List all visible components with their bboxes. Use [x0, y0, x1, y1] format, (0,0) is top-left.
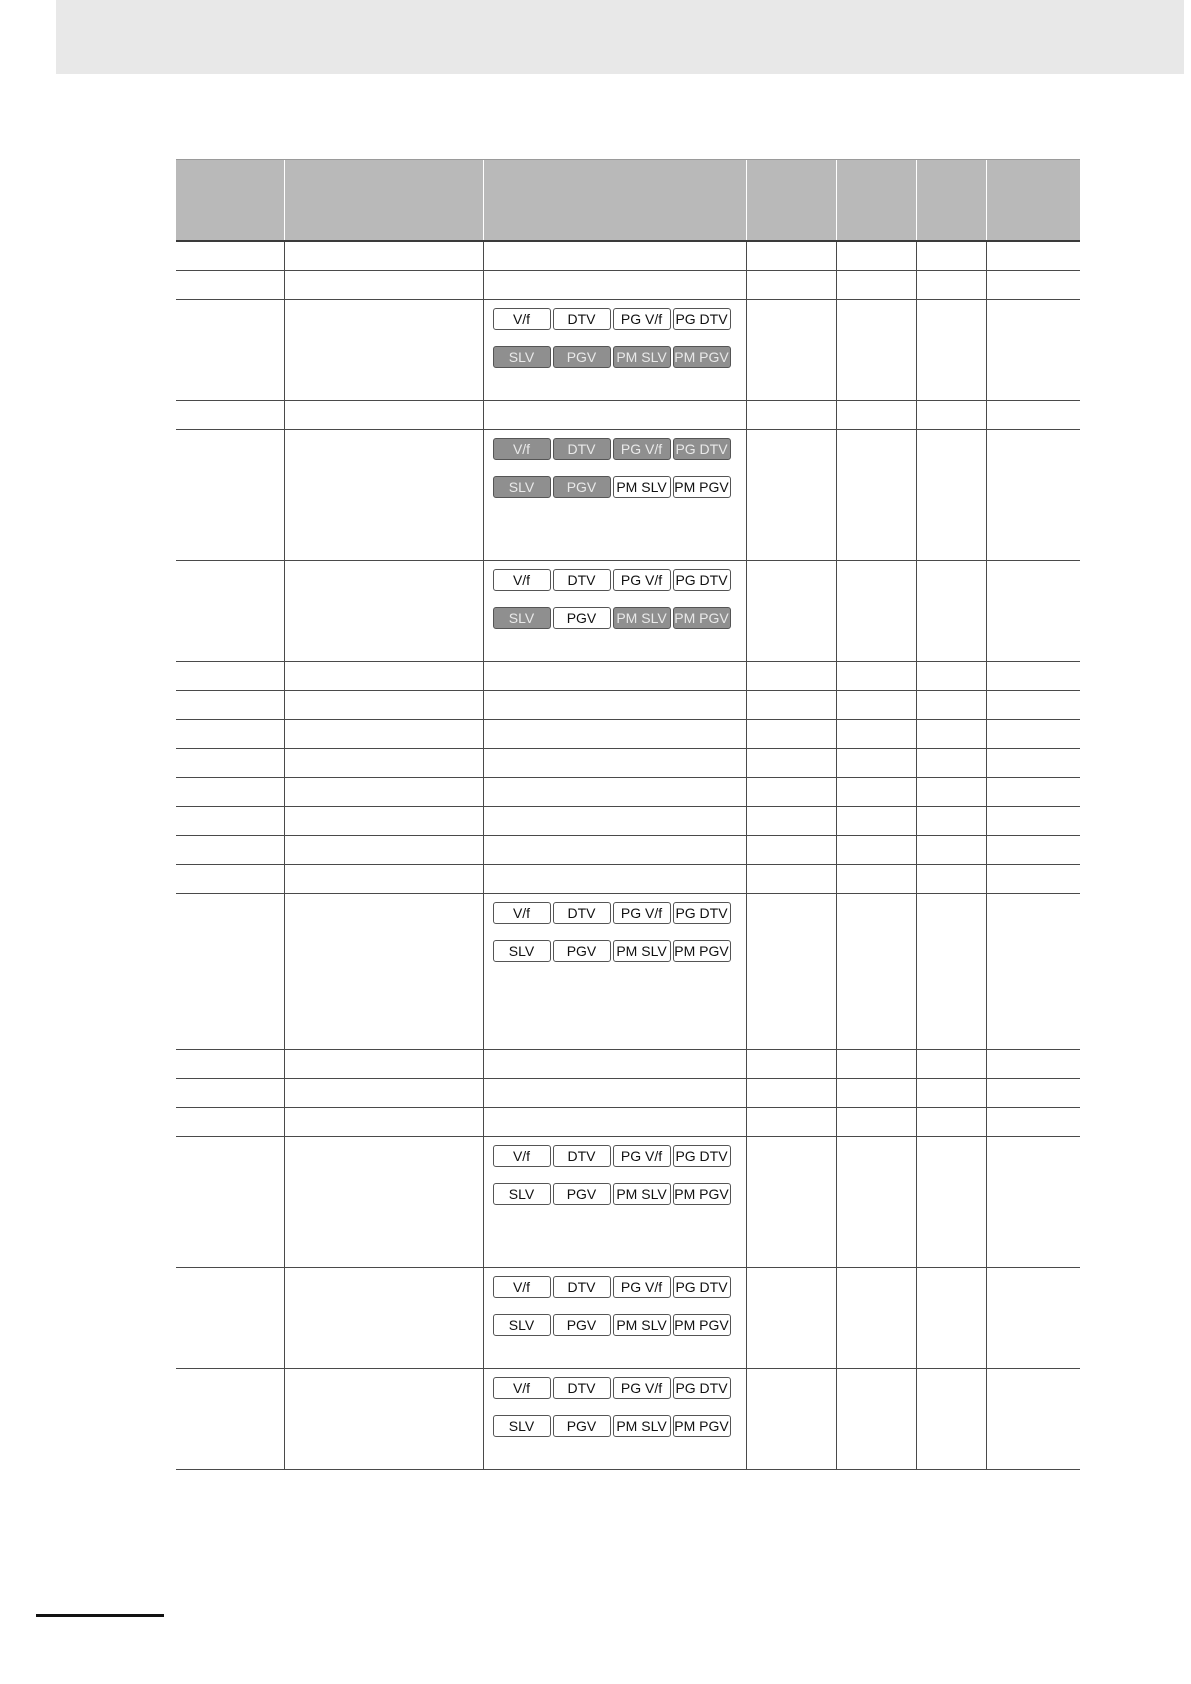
- control-mode-badge: V/f: [493, 569, 551, 591]
- control-mode-badge: DTV: [553, 1276, 611, 1298]
- table-cell: [836, 300, 916, 401]
- table-cell: [746, 1268, 836, 1369]
- table-cell: [916, 1369, 986, 1470]
- table-cell: [986, 300, 1080, 401]
- table-cell: [986, 894, 1080, 1050]
- header-cell: [986, 160, 1080, 242]
- control-mode-badge: PM PGV: [673, 607, 731, 629]
- table-cell: [284, 561, 483, 662]
- table-cell: [986, 401, 1080, 430]
- control-mode-badges: [493, 1276, 733, 1336]
- parameter-table: [176, 159, 1080, 1470]
- table-cell: [284, 749, 483, 778]
- table-cell: [483, 662, 746, 691]
- table-cell: [483, 894, 746, 1050]
- table-cell: [836, 1050, 916, 1079]
- table-cell: [986, 749, 1080, 778]
- table-row: [176, 401, 1080, 430]
- table-cell: [916, 836, 986, 865]
- control-mode-badges: [493, 1377, 733, 1437]
- table-row: [176, 1137, 1080, 1268]
- table-cell: [836, 1108, 916, 1137]
- table-cell: [986, 807, 1080, 836]
- table-cell: [284, 836, 483, 865]
- control-mode-badge: PG DTV: [673, 902, 731, 924]
- control-mode-badge: PG DTV: [673, 1377, 731, 1399]
- control-mode-badge: PG V/f: [613, 902, 671, 924]
- table-cell: [483, 778, 746, 807]
- table-cell: [176, 271, 284, 300]
- table-cell: [916, 401, 986, 430]
- control-mode-badge: PG DTV: [673, 569, 731, 591]
- table-cell: [176, 241, 284, 271]
- table-cell: [746, 271, 836, 300]
- table-cell: [176, 836, 284, 865]
- control-mode-badge: PG V/f: [613, 438, 671, 460]
- table-header-row: [176, 160, 1080, 242]
- table-cell: [916, 430, 986, 561]
- table-cell: [176, 662, 284, 691]
- table-cell: [986, 662, 1080, 691]
- table-cell: [836, 691, 916, 720]
- table-cell: [284, 401, 483, 430]
- table-cell: [483, 1369, 746, 1470]
- table-row: [176, 691, 1080, 720]
- table-row: [176, 271, 1080, 300]
- table-cell: [916, 561, 986, 662]
- table-cell: [176, 894, 284, 1050]
- control-mode-badge: PG V/f: [613, 1276, 671, 1298]
- table-cell: [916, 1137, 986, 1268]
- table-cell: [176, 691, 284, 720]
- table-cell: [836, 720, 916, 749]
- control-mode-badge: PGV: [553, 940, 611, 962]
- control-mode-badge: PG DTV: [673, 1276, 731, 1298]
- control-mode-badge: DTV: [553, 1377, 611, 1399]
- table-cell: [284, 1079, 483, 1108]
- table-cell: [483, 749, 746, 778]
- table-cell: [483, 1268, 746, 1369]
- table-cell: [986, 561, 1080, 662]
- control-mode-badge: V/f: [493, 1276, 551, 1298]
- control-mode-badges: [493, 902, 733, 962]
- table-cell: [746, 894, 836, 1050]
- table-cell: [836, 1137, 916, 1268]
- table-cell: [284, 807, 483, 836]
- control-mode-badge: PM SLV: [613, 346, 671, 368]
- table-cell: [483, 300, 746, 401]
- control-mode-badge: PG V/f: [613, 569, 671, 591]
- table-cell: [986, 865, 1080, 894]
- table-cell: [176, 1108, 284, 1137]
- table-cell: [916, 662, 986, 691]
- table-row: [176, 300, 1080, 401]
- control-mode-badge: PG DTV: [673, 438, 731, 460]
- header-cell: [284, 160, 483, 242]
- table-row: [176, 1108, 1080, 1137]
- control-mode-line: [493, 607, 733, 629]
- table-row: [176, 1079, 1080, 1108]
- table-cell: [986, 778, 1080, 807]
- table-cell: [836, 241, 916, 271]
- table-row: [176, 662, 1080, 691]
- control-mode-line: [493, 1314, 733, 1336]
- control-mode-badge: PM PGV: [673, 346, 731, 368]
- table-cell: [986, 1050, 1080, 1079]
- table-cell: [986, 1369, 1080, 1470]
- control-mode-badge: PM PGV: [673, 1415, 731, 1437]
- control-mode-badge: PGV: [553, 346, 611, 368]
- table-cell: [176, 1369, 284, 1470]
- table-cell: [483, 1050, 746, 1079]
- control-mode-badge: PM PGV: [673, 940, 731, 962]
- table-row: [176, 1050, 1080, 1079]
- table-cell: [483, 807, 746, 836]
- table-row: [176, 430, 1080, 561]
- table-cell: [986, 1108, 1080, 1137]
- table-cell: [986, 271, 1080, 300]
- table-cell: [483, 401, 746, 430]
- table-cell: [836, 430, 916, 561]
- control-mode-badges: [493, 308, 733, 368]
- table-cell: [916, 241, 986, 271]
- table-cell: [284, 720, 483, 749]
- control-mode-badge: PM SLV: [613, 1314, 671, 1336]
- table-cell: [916, 1050, 986, 1079]
- control-mode-line: [493, 476, 733, 498]
- table-body: [176, 241, 1080, 1470]
- table-cell: [746, 778, 836, 807]
- control-mode-badge: SLV: [493, 940, 551, 962]
- table-cell: [916, 691, 986, 720]
- table-cell: [483, 1079, 746, 1108]
- table-row: [176, 241, 1080, 271]
- table-cell: [836, 1369, 916, 1470]
- table-cell: [916, 778, 986, 807]
- table-cell: [916, 271, 986, 300]
- control-mode-badge: V/f: [493, 308, 551, 330]
- control-mode-badge: SLV: [493, 476, 551, 498]
- control-mode-line: [493, 1276, 733, 1298]
- control-mode-badge: PM SLV: [613, 940, 671, 962]
- table-cell: [746, 1079, 836, 1108]
- header-cell: [746, 160, 836, 242]
- table-cell: [483, 241, 746, 271]
- table-cell: [176, 401, 284, 430]
- table-cell: [284, 894, 483, 1050]
- table-row: [176, 720, 1080, 749]
- control-mode-badge: DTV: [553, 1145, 611, 1167]
- control-mode-line: [493, 308, 733, 330]
- table-cell: [284, 1369, 483, 1470]
- table-cell: [284, 1108, 483, 1137]
- control-mode-line: [493, 569, 733, 591]
- table-cell: [483, 1137, 746, 1268]
- control-mode-badge: DTV: [553, 569, 611, 591]
- control-mode-badge: PG V/f: [613, 1145, 671, 1167]
- table-cell: [746, 807, 836, 836]
- table-cell: [176, 778, 284, 807]
- table-cell: [986, 1137, 1080, 1268]
- table-cell: [746, 865, 836, 894]
- table-cell: [284, 1268, 483, 1369]
- table-cell: [176, 1268, 284, 1369]
- control-mode-badge: PM PGV: [673, 1314, 731, 1336]
- control-mode-line: [493, 1145, 733, 1167]
- table-cell: [176, 430, 284, 561]
- control-mode-line: [493, 346, 733, 368]
- table-cell: [176, 561, 284, 662]
- table-cell: [916, 807, 986, 836]
- table-cell: [284, 241, 483, 271]
- control-mode-line: [493, 902, 733, 924]
- control-mode-badge: PG DTV: [673, 1145, 731, 1167]
- control-mode-line: [493, 940, 733, 962]
- table-cell: [986, 241, 1080, 271]
- table-cell: [746, 241, 836, 271]
- table-row: [176, 807, 1080, 836]
- control-mode-badge: V/f: [493, 902, 551, 924]
- header-cell: [836, 160, 916, 242]
- table-cell: [836, 271, 916, 300]
- table-row: [176, 1369, 1080, 1470]
- table-cell: [746, 1369, 836, 1470]
- control-mode-badge: SLV: [493, 1183, 551, 1205]
- table-cell: [176, 807, 284, 836]
- table-cell: [176, 720, 284, 749]
- table-cell: [284, 300, 483, 401]
- table-cell: [284, 1137, 483, 1268]
- table-cell: [836, 865, 916, 894]
- footer-rule: [36, 1614, 164, 1617]
- header-cell: [483, 160, 746, 242]
- table-cell: [483, 1108, 746, 1137]
- table-cell: [483, 865, 746, 894]
- control-mode-badges: [493, 438, 733, 498]
- table-cell: [483, 561, 746, 662]
- control-mode-badge: PGV: [553, 1183, 611, 1205]
- control-mode-badge: DTV: [553, 308, 611, 330]
- control-mode-badge: V/f: [493, 1145, 551, 1167]
- control-mode-badge: PG V/f: [613, 1377, 671, 1399]
- control-mode-badge: PM PGV: [673, 1183, 731, 1205]
- table-cell: [284, 1050, 483, 1079]
- table-cell: [986, 1079, 1080, 1108]
- table-cell: [284, 662, 483, 691]
- table-cell: [916, 720, 986, 749]
- table-cell: [483, 720, 746, 749]
- table-cell: [746, 720, 836, 749]
- table-cell: [176, 1050, 284, 1079]
- table-cell: [916, 1079, 986, 1108]
- control-mode-badges: [493, 569, 733, 629]
- header-band: [56, 0, 1191, 74]
- control-mode-badge: PG V/f: [613, 308, 671, 330]
- table-cell: [746, 430, 836, 561]
- control-mode-line: [493, 1183, 733, 1205]
- table-cell: [483, 691, 746, 720]
- table-row: [176, 561, 1080, 662]
- table-cell: [176, 749, 284, 778]
- table-cell: [284, 691, 483, 720]
- table-cell: [836, 894, 916, 1050]
- control-mode-badge: PM SLV: [613, 607, 671, 629]
- table-cell: [284, 430, 483, 561]
- table-row: [176, 865, 1080, 894]
- table-cell: [746, 300, 836, 401]
- control-mode-badge: SLV: [493, 1415, 551, 1437]
- table-cell: [746, 1137, 836, 1268]
- table-cell: [836, 1079, 916, 1108]
- control-mode-badge: V/f: [493, 438, 551, 460]
- control-mode-badge: PG DTV: [673, 308, 731, 330]
- control-mode-badge: SLV: [493, 607, 551, 629]
- page-edge: [1184, 0, 1191, 1684]
- table-cell: [483, 271, 746, 300]
- table-cell: [176, 1079, 284, 1108]
- table-cell: [836, 836, 916, 865]
- table-cell: [284, 271, 483, 300]
- table-cell: [836, 401, 916, 430]
- control-mode-badge: PGV: [553, 476, 611, 498]
- control-mode-badge: V/f: [493, 1377, 551, 1399]
- table-cell: [986, 1268, 1080, 1369]
- table-row: [176, 836, 1080, 865]
- table-cell: [986, 691, 1080, 720]
- table-cell: [284, 778, 483, 807]
- table-cell: [284, 865, 483, 894]
- table-cell: [746, 749, 836, 778]
- table-cell: [916, 1268, 986, 1369]
- control-mode-badge: PM SLV: [613, 1183, 671, 1205]
- table-cell: [176, 300, 284, 401]
- control-mode-badges: [493, 1145, 733, 1205]
- table-cell: [836, 1268, 916, 1369]
- table-cell: [916, 749, 986, 778]
- control-mode-badge: SLV: [493, 346, 551, 368]
- control-mode-badge: SLV: [493, 1314, 551, 1336]
- table-cell: [916, 894, 986, 1050]
- table-cell: [986, 430, 1080, 561]
- table-cell: [836, 807, 916, 836]
- control-mode-badge: PGV: [553, 607, 611, 629]
- table-cell: [986, 720, 1080, 749]
- control-mode-badge: PM SLV: [613, 1415, 671, 1437]
- table-cell: [746, 836, 836, 865]
- table-cell: [176, 1137, 284, 1268]
- control-mode-badge: PGV: [553, 1415, 611, 1437]
- control-mode-line: [493, 438, 733, 460]
- table-cell: [483, 836, 746, 865]
- control-mode-badge: DTV: [553, 438, 611, 460]
- table-cell: [746, 691, 836, 720]
- table-row: [176, 778, 1080, 807]
- table-cell: [836, 561, 916, 662]
- control-mode-badge: PM PGV: [673, 476, 731, 498]
- table-row: [176, 749, 1080, 778]
- table-row: [176, 894, 1080, 1050]
- header-cell: [176, 160, 284, 242]
- table-row: [176, 1268, 1080, 1369]
- table-cell: [176, 865, 284, 894]
- table-cell: [746, 561, 836, 662]
- table-cell: [836, 662, 916, 691]
- table-cell: [746, 401, 836, 430]
- table-cell: [746, 1050, 836, 1079]
- table-cell: [836, 778, 916, 807]
- control-mode-badge: PM SLV: [613, 476, 671, 498]
- table-cell: [746, 662, 836, 691]
- control-mode-badge: PGV: [553, 1314, 611, 1336]
- table-cell: [746, 1108, 836, 1137]
- table-cell: [986, 836, 1080, 865]
- table-cell: [916, 1108, 986, 1137]
- table-cell: [916, 300, 986, 401]
- control-mode-line: [493, 1415, 733, 1437]
- table-cell: [916, 865, 986, 894]
- table-cell: [836, 749, 916, 778]
- header-cell: [916, 160, 986, 242]
- control-mode-line: [493, 1377, 733, 1399]
- control-mode-badge: DTV: [553, 902, 611, 924]
- table-cell: [483, 430, 746, 561]
